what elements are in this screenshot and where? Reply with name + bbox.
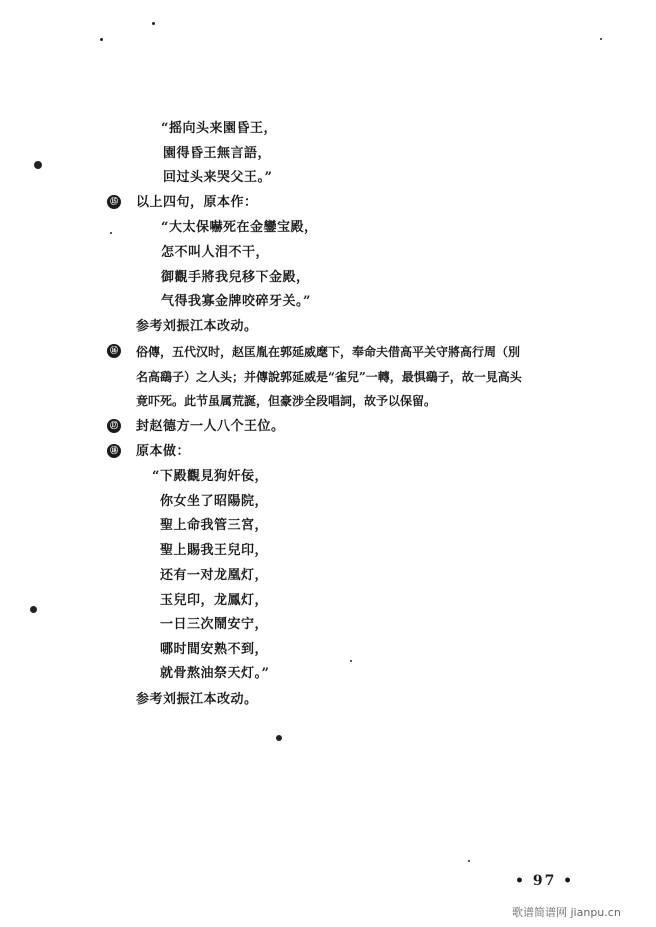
reference-line: 参考刘振江本改动。 xyxy=(136,319,258,334)
note-text: 名高鷂子）之人头；并傳說郭延威是“雀兒”一轉，最惧鷂子，故一見高头 xyxy=(136,370,522,384)
verse-line: 还有一对龙凰灯， xyxy=(160,568,269,583)
watermark: 歌谱简谱网 jianpu.cn xyxy=(512,906,621,919)
note-text: 以上四句，原本作： xyxy=(136,195,258,210)
verse-line: 園得昏王無言語， xyxy=(163,146,272,161)
scan-speck xyxy=(152,22,155,25)
verse-line: “下殿觀見狗奸佞， xyxy=(152,469,268,484)
scan-speck xyxy=(468,860,470,862)
note-text: 封赵德方一人八个王位。 xyxy=(136,419,285,434)
verse-line: 哪时間安熟不到， xyxy=(160,642,269,657)
verse-line: 怎不叫人泪不干， xyxy=(161,245,270,260)
footnote-marker: ⑱ xyxy=(107,444,121,458)
footnote-marker: ⑮ xyxy=(107,195,121,209)
scan-speck xyxy=(100,38,103,41)
footnote-marker: ⑯ xyxy=(107,344,121,358)
note-text: 竟吓死。此节虽属荒誕，但豪涉全段唱詞，故予以保留。 xyxy=(136,394,437,408)
note-text: 原本做： xyxy=(136,444,191,459)
scan-speck xyxy=(30,606,37,613)
scan-speck xyxy=(600,38,602,40)
verse-line: 回过头来哭父王。” xyxy=(163,170,273,185)
scan-speck xyxy=(276,735,282,741)
reference-line: 参考刘振江本改动。 xyxy=(136,692,258,707)
note-text: 俗傳，五代汉时，赵匡胤在郭延威麾下，奉命夫借高平关守將高行周（別 xyxy=(136,345,521,359)
verse-line: “摇向头来園昏王， xyxy=(161,121,277,136)
verse-line: “大太保嚇死在金鑾宝殿， xyxy=(161,220,318,235)
verse-line: 御觀手將我兒移下金殿， xyxy=(161,270,310,285)
page-number: • 97 • xyxy=(515,873,575,889)
footnote-marker: ⑰ xyxy=(107,419,121,433)
verse-line: 聖上命我管三宮， xyxy=(160,518,269,533)
scan-speck xyxy=(350,660,352,662)
verse-line: 气得我寡金牌咬碎牙关。” xyxy=(161,294,311,309)
verse-line: 玉兒印，龙鳳灯， xyxy=(160,593,269,608)
verse-line: 聖上賜我王兒印， xyxy=(160,543,269,558)
scan-speck xyxy=(34,161,42,169)
verse-line: 就骨熬油祭天灯。” xyxy=(160,666,270,681)
verse-line: 你女坐了昭陽院， xyxy=(160,494,269,509)
verse-line: 一日三次鬧安宁， xyxy=(160,617,269,632)
scan-speck xyxy=(110,232,112,234)
